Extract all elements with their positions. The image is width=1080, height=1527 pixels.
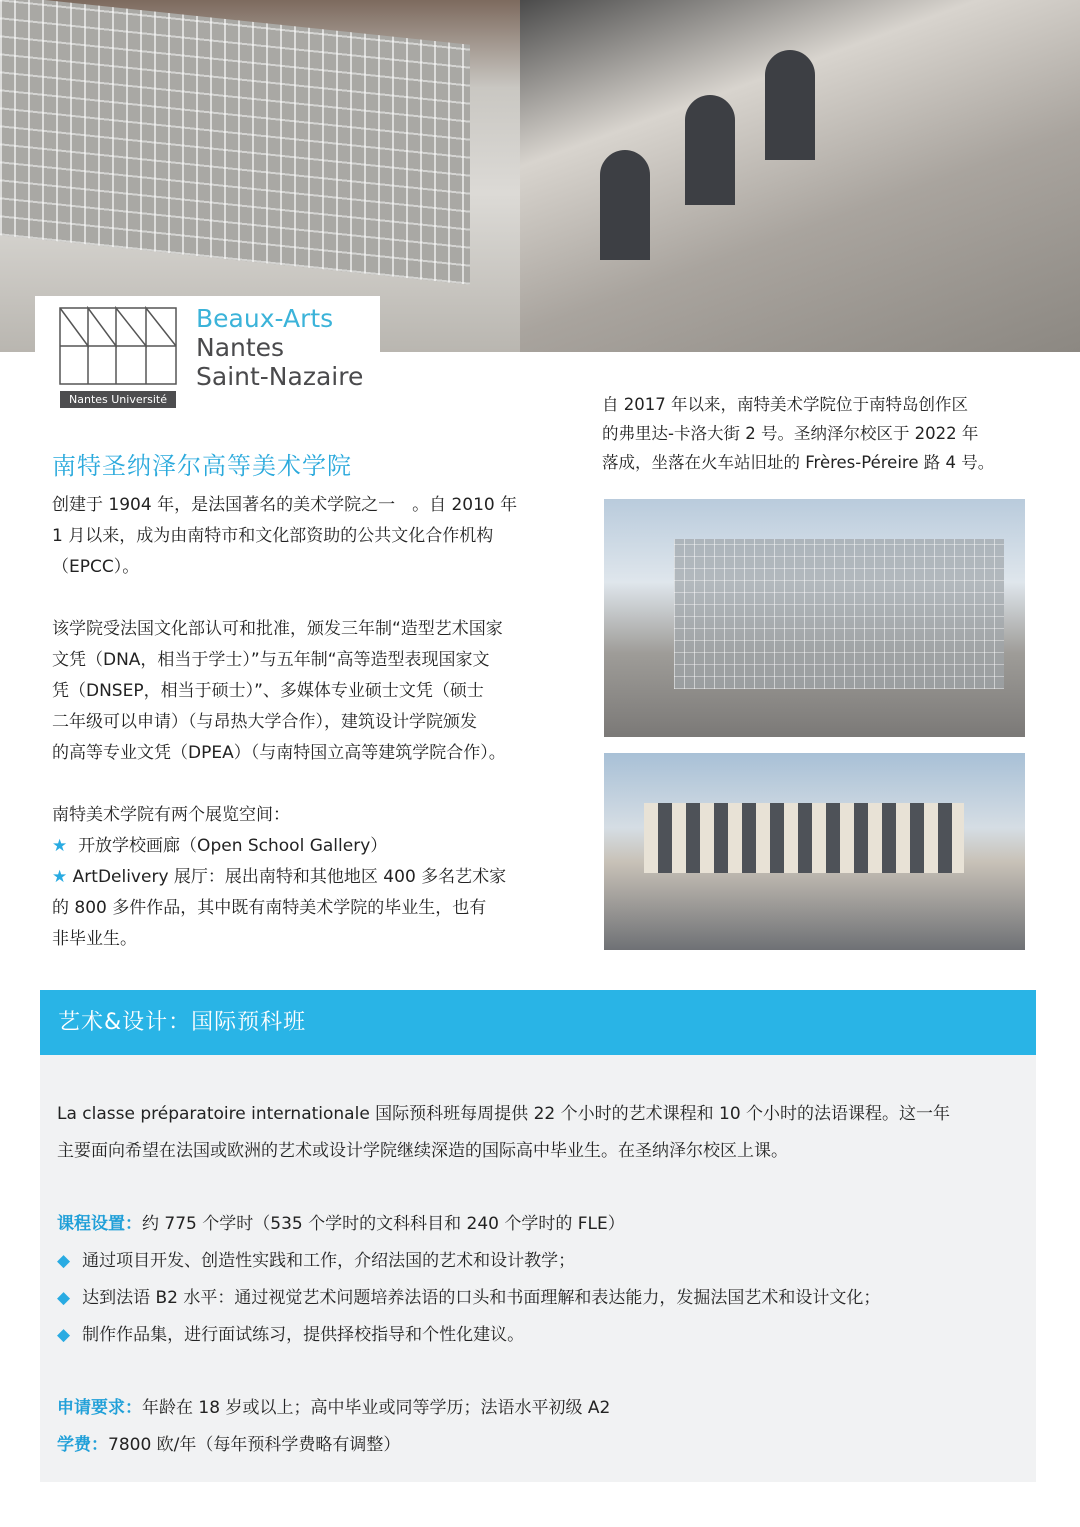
exhibition-section	[52, 800, 552, 955]
text-line: 凭（DNSEP，相当于硕士）”、多媒体专业硕士文凭（硕士	[52, 681, 484, 701]
text-line: 的弗里达-卡洛大街 2 号。圣纳泽尔校区于 2022 年	[602, 424, 979, 443]
text-line: 自 2017 年以来，南特美术学院位于南特岛创作区	[602, 395, 968, 414]
photo-esba-building	[604, 499, 1025, 737]
text-line: 非毕业生。	[52, 929, 137, 949]
fee-text: 7800 欧/年（每年预科学费略有调整）	[108, 1435, 401, 1455]
logo-line-2: Nantes	[196, 333, 285, 362]
text-line: 文凭（DNA，相当于学士）”与五年制“高等造型表现国家文	[52, 650, 490, 670]
exhibit-item-text: 开放学校画廊（Open School Gallery）	[78, 836, 388, 856]
photo-station-building	[604, 753, 1025, 950]
text-line: 的高等专业文凭（DPEA）（与南特国立高等建筑学院合作）。	[52, 743, 506, 763]
course-text: 约 775 个学时（535 个学时的文科科目和 240 个学时的 FLE）	[142, 1214, 625, 1234]
photo-saint-nazaire-opening	[520, 0, 1080, 352]
bullet-item	[57, 1317, 1032, 1354]
course-section	[57, 1206, 1032, 1354]
exhibit-item	[52, 862, 552, 893]
logo-wordmark	[196, 304, 363, 391]
intro-paragraph	[52, 490, 552, 583]
bullet-item	[57, 1280, 1032, 1317]
bullet-item	[57, 1243, 1032, 1280]
bullet-text: 制作作品集，进行面试练习，提供择校指导和个性化建议。	[82, 1325, 525, 1345]
prep-description	[57, 1096, 1032, 1170]
star-icon: ★	[52, 867, 68, 887]
diplomas-paragraph	[52, 614, 552, 769]
fee-label: 学费：	[57, 1435, 108, 1455]
section-banner: 艺术&设计：国际预科班	[40, 990, 1036, 1055]
exhibit-item	[52, 831, 552, 862]
logo-mark-icon	[58, 306, 178, 386]
text-line: 该学院受法国文化部认可和批准，颁发三年制“造型艺术国家	[52, 619, 503, 639]
requirements-label: 申请要求：	[57, 1398, 142, 1418]
bullet-text: 通过项目开发、创造性实践和工作，介绍法国的艺术和设计教学；	[82, 1251, 576, 1271]
text-line: 1 月以来，成为由南特市和文化部资助的公共文化合作机构	[52, 526, 494, 546]
fee-line	[57, 1427, 1032, 1464]
text-line: 落成，坐落在火车站旧址的 Frères-Péreire 路 4 号。	[602, 453, 995, 472]
text-line: （EPCC）。	[52, 557, 140, 577]
text-line: 的 800 多件作品，其中既有南特美术学院的毕业生，也有	[52, 898, 487, 918]
course-line	[57, 1206, 1032, 1243]
logo-line-3: Saint-Nazaire	[196, 362, 364, 391]
course-label: 课程设置：	[57, 1214, 142, 1234]
text-line: 主要面向希望在法国或欧洲的艺术或设计学院继续深造的国际高中毕业生。在圣纳泽尔校区上课。	[57, 1141, 788, 1161]
text-line: La classe préparatoire internationale 国际预科班每周提供 22 个小时的艺术课程和 10 个小时的法语课程。这一年	[57, 1104, 951, 1124]
logo-tag: Nantes Université	[60, 391, 176, 408]
diamond-icon: ◆	[57, 1325, 71, 1345]
logo-line-1: Beaux-Arts	[196, 304, 334, 333]
diamond-icon: ◆	[57, 1288, 71, 1308]
school-title: 南特圣纳泽尔高等美术学院	[52, 452, 352, 480]
requirements-section	[57, 1390, 1032, 1464]
requirements-line	[57, 1390, 1032, 1427]
text-line: 创建于 1904 年，是法国著名的美术学院之一 。自 2010 年	[52, 495, 518, 515]
exhibit-heading: 南特美术学院有两个展览空间：	[52, 805, 290, 825]
text-line: 二年级可以申请）（与昂热大学合作），建筑设计学院颁发	[52, 712, 477, 732]
diamond-icon: ◆	[57, 1251, 71, 1271]
star-icon: ★	[52, 836, 68, 856]
campus-paragraph	[602, 390, 1042, 477]
exhibit-item-text: ArtDelivery 展厅：展出南特和其他地区 400 多名艺术家	[72, 867, 507, 887]
requirements-text: 年龄在 18 岁或以上；高中毕业或同等学历；法语水平初级 A2	[142, 1398, 611, 1418]
bullet-text: 达到法语 B2 水平：通过视觉艺术问题培养法语的口头和书面理解和表达能力，发掘法国艺术和设计文化；	[82, 1288, 881, 1308]
